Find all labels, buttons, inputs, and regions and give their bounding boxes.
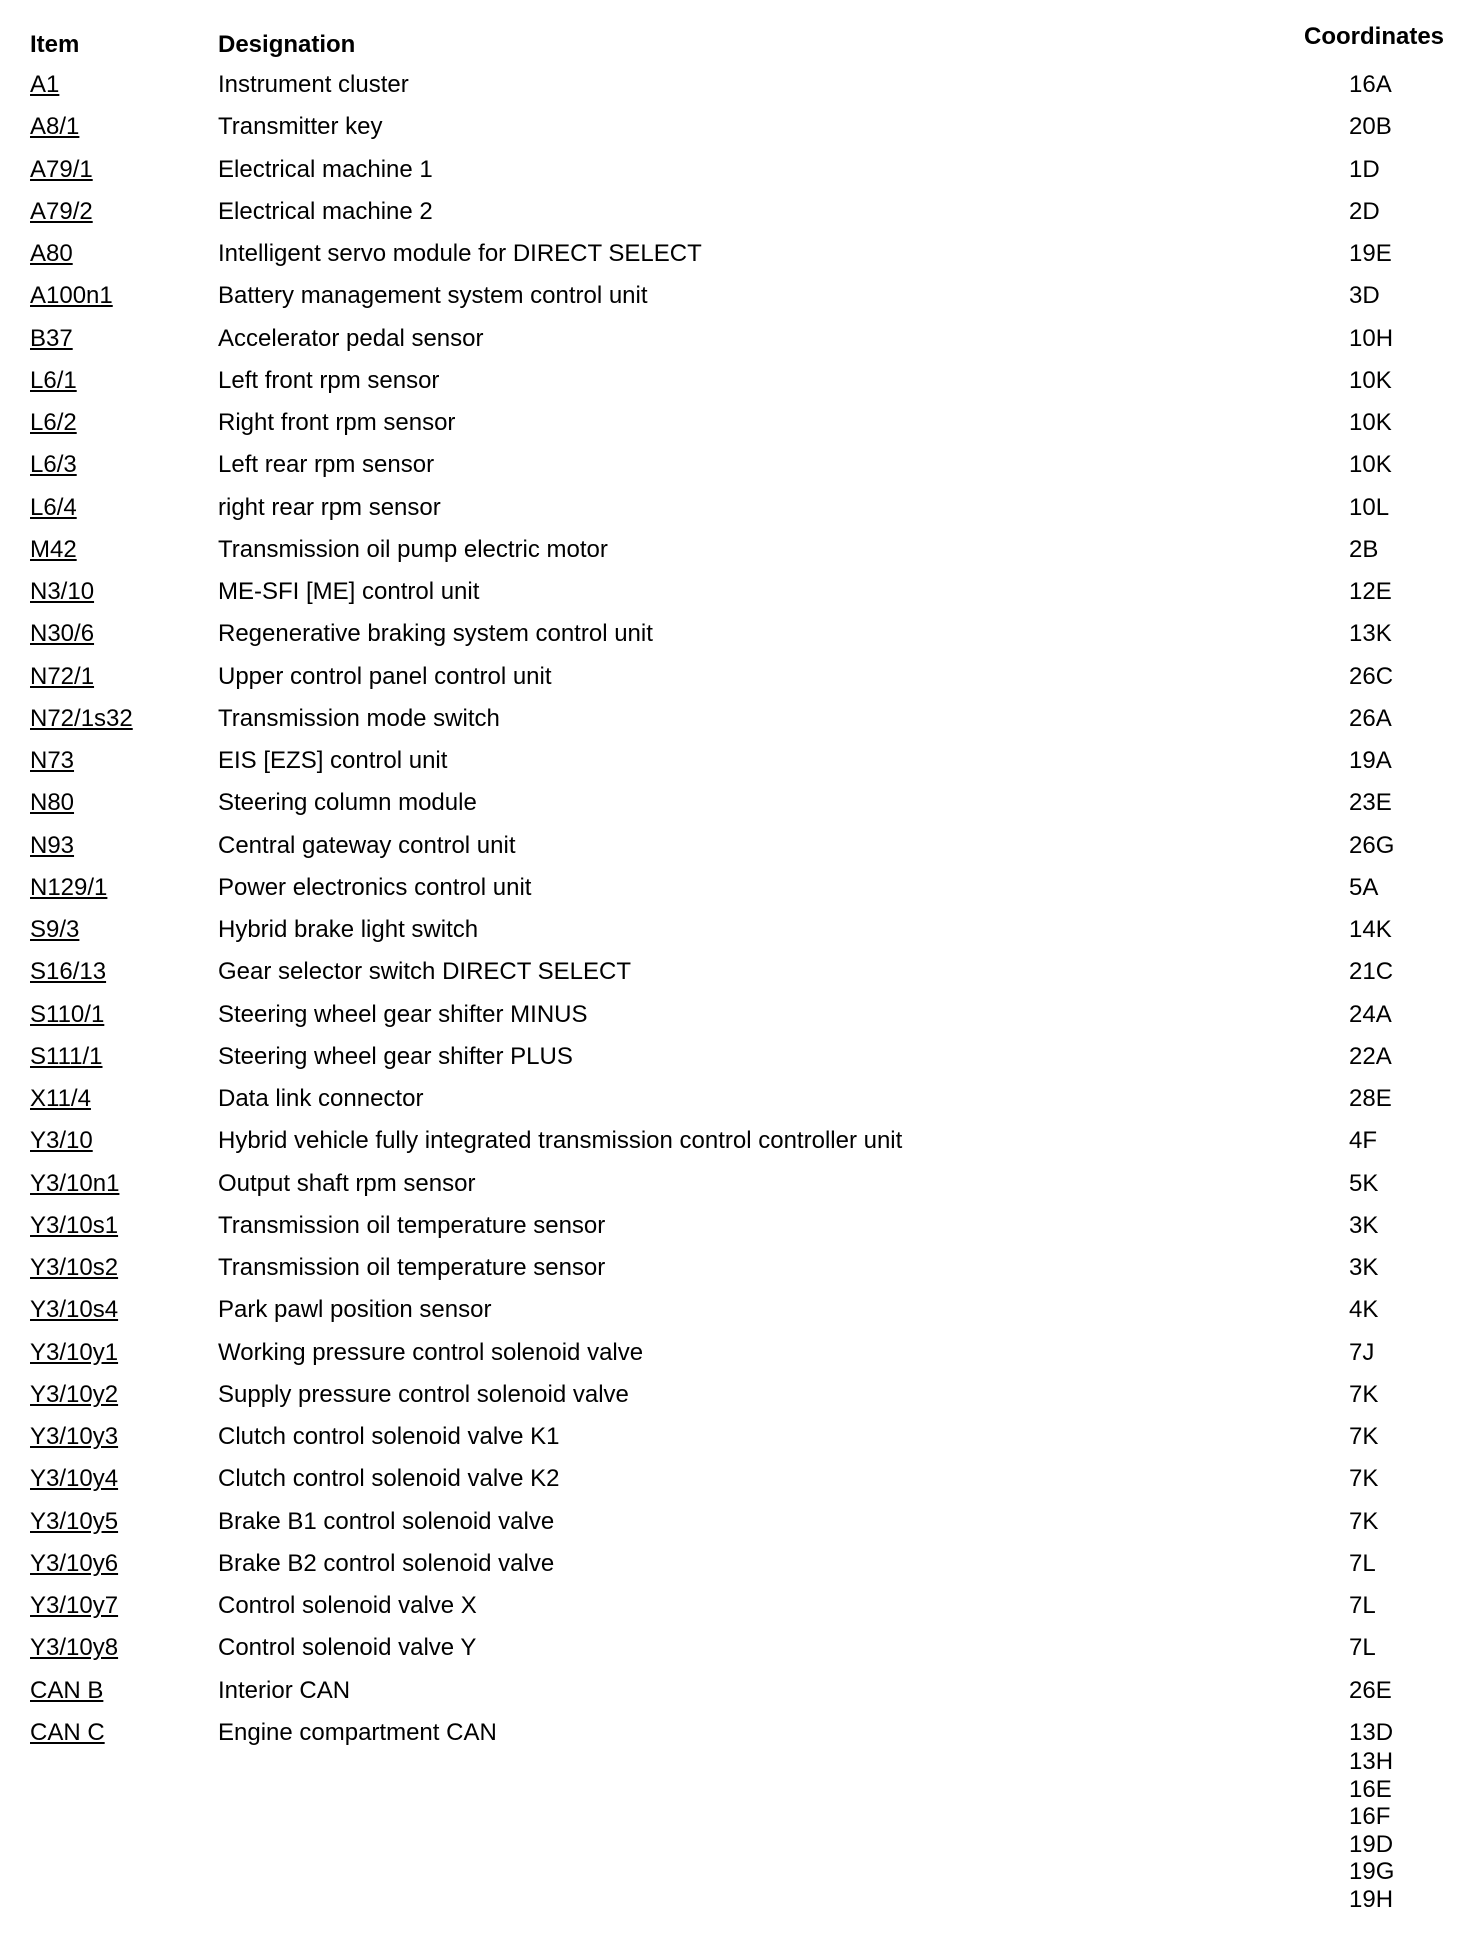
- designation-text: Electrical machine 1: [218, 155, 433, 183]
- item-link[interactable]: S16/13: [30, 958, 107, 986]
- designation-text: Power electronics control unit: [218, 873, 532, 901]
- item-link[interactable]: L6/2: [30, 409, 77, 436]
- designation-text: Electrical machine 2: [218, 197, 433, 225]
- item-link[interactable]: CAN C: [30, 1718, 105, 1746]
- item-link[interactable]: A79/2: [30, 197, 93, 225]
- item-link[interactable]: CAN B: [30, 1676, 104, 1704]
- coordinates-text: 5A: [1349, 873, 1379, 901]
- extra-coordinate: 19D: [1349, 1830, 1394, 1858]
- item-link[interactable]: S111/1: [30, 1042, 103, 1070]
- coordinates-text: 26A: [1349, 704, 1392, 732]
- table-row: [0, 1293, 1472, 1335]
- item-link[interactable]: A1: [30, 71, 60, 98]
- item-link[interactable]: A8/1: [30, 113, 80, 141]
- item-link[interactable]: Y3/10y1: [30, 1338, 119, 1366]
- table-row: [0, 322, 1472, 364]
- table-row: [0, 575, 1472, 617]
- item-link[interactable]: Y3/10y7: [30, 1592, 119, 1619]
- item-link[interactable]: B37: [30, 324, 73, 352]
- table-row: [0, 660, 1472, 702]
- coordinates-text: 2B: [1349, 535, 1379, 563]
- table-row: [0, 533, 1472, 575]
- item-link[interactable]: N30/6: [30, 620, 95, 648]
- coordinates-text: 21C: [1349, 958, 1394, 986]
- designation-text: Hybrid brake light switch: [218, 916, 479, 943]
- designation-text: Transmission oil temperature sensor: [218, 1211, 606, 1239]
- item-link[interactable]: Y3/10y2: [30, 1380, 119, 1408]
- designation-text: Control solenoid valve Y: [218, 1634, 477, 1662]
- designation-text: Transmission mode switch: [218, 704, 500, 732]
- designation-text: Gear selector switch DIRECT SELECT: [218, 958, 632, 986]
- coordinates-text: 10L: [1349, 493, 1390, 521]
- coordinates-text: 16A: [1349, 71, 1392, 98]
- coordinates-text: 10K: [1349, 409, 1392, 436]
- coordinates-text: 3K: [1349, 1211, 1379, 1239]
- item-link[interactable]: L6/4: [30, 493, 77, 521]
- table-row: [0, 1674, 1472, 1716]
- coordinates-text: 20B: [1349, 113, 1392, 141]
- coordinates-text: 26C: [1349, 662, 1394, 690]
- table-row: [0, 1378, 1472, 1420]
- table-row: [0, 68, 1472, 110]
- designation-text: Park pawl position sensor: [218, 1296, 492, 1324]
- designation-text: Data link connector: [218, 1085, 424, 1112]
- table-row: [0, 1082, 1472, 1124]
- item-link[interactable]: S110/1: [30, 1000, 105, 1028]
- table-row: [0, 1251, 1472, 1293]
- designation-text: Output shaft rpm sensor: [218, 1169, 476, 1197]
- table-row: [0, 1124, 1472, 1166]
- coordinates-text: 19A: [1349, 747, 1392, 774]
- designation-text: Upper control panel control unit: [218, 662, 552, 690]
- designation-text: Supply pressure control solenoid valve: [218, 1380, 629, 1408]
- item-link[interactable]: N93: [30, 831, 75, 859]
- table-row: [0, 279, 1472, 321]
- coordinates-text: 24A: [1349, 1000, 1392, 1028]
- coordinates-text: 2D: [1349, 197, 1380, 225]
- item-link[interactable]: Y3/10s2: [30, 1254, 119, 1281]
- designation-text: Left front rpm sensor: [218, 366, 440, 394]
- coordinates-text: 7L: [1349, 1592, 1376, 1619]
- item-link[interactable]: M42: [30, 535, 77, 563]
- designation-text: Regenerative braking system control unit: [218, 620, 653, 648]
- designation-text: Control solenoid valve X: [218, 1592, 477, 1619]
- item-link[interactable]: N3/10: [30, 578, 95, 605]
- coordinates-text: 7K: [1349, 1507, 1379, 1535]
- coordinates-text: 1D: [1349, 155, 1380, 183]
- coordinates-text: 14K: [1349, 916, 1392, 943]
- item-link[interactable]: L6/1: [30, 366, 77, 394]
- item-link[interactable]: Y3/10y4: [30, 1465, 119, 1493]
- coordinates-text: 26E: [1349, 1676, 1392, 1704]
- table-row: [0, 1631, 1472, 1673]
- table-row: [0, 1420, 1472, 1462]
- table-row: [0, 237, 1472, 279]
- designation-text: Battery management system control unit: [218, 282, 648, 310]
- header-coordinates: Coordinates: [1304, 23, 1445, 50]
- item-link[interactable]: Y3/10s1: [30, 1211, 119, 1239]
- table-row: [0, 744, 1472, 786]
- item-link[interactable]: Y3/10y3: [30, 1423, 119, 1450]
- item-link[interactable]: Y3/10y6: [30, 1549, 119, 1577]
- designation-text: Brake B2 control solenoid valve: [218, 1549, 555, 1577]
- item-link[interactable]: L6/3: [30, 451, 77, 479]
- coordinates-text: 3K: [1349, 1254, 1379, 1281]
- designation-text: Right front rpm sensor: [218, 409, 456, 436]
- table-body: [0, 68, 1472, 1758]
- coordinates-text: 13K: [1349, 620, 1392, 648]
- coordinates-text: 12E: [1349, 578, 1392, 605]
- extra-coordinate: 16E: [1349, 1775, 1392, 1803]
- coordinates-text: 7K: [1349, 1380, 1379, 1408]
- table-row: [0, 1167, 1472, 1209]
- table-row: [0, 1547, 1472, 1589]
- designation-text: EIS [EZS] control unit: [218, 747, 448, 774]
- item-link[interactable]: Y3/10s4: [30, 1296, 119, 1324]
- coordinates-text: 7L: [1349, 1634, 1376, 1662]
- table-row: [0, 1716, 1472, 1758]
- table-row: [0, 195, 1472, 237]
- table-row: [0, 702, 1472, 744]
- coordinates-text: 19E: [1349, 240, 1392, 267]
- designation-text: right rear rpm sensor: [218, 493, 441, 521]
- coordinates-text: 4K: [1349, 1296, 1379, 1324]
- designation-text: Instrument cluster: [218, 71, 409, 98]
- item-link[interactable]: Y3/10n1: [30, 1169, 120, 1197]
- table-row: [0, 364, 1472, 406]
- designation-text: Steering wheel gear shifter PLUS: [218, 1042, 573, 1070]
- designation-text: Left rear rpm sensor: [218, 451, 435, 479]
- table-row: [0, 913, 1472, 955]
- item-link[interactable]: Y3/10: [30, 1127, 93, 1155]
- table-row: [0, 1040, 1472, 1082]
- coordinates-text: 26G: [1349, 831, 1395, 859]
- designation-text: Transmitter key: [218, 113, 383, 141]
- designation-text: Working pressure control solenoid valve: [218, 1338, 644, 1366]
- table-row: [0, 955, 1472, 997]
- table-row: [0, 998, 1472, 1040]
- coordinates-text: 10K: [1349, 366, 1392, 394]
- designation-text: Intelligent servo module for DIRECT SELECT: [218, 240, 702, 267]
- table-row: [0, 829, 1472, 871]
- coordinates-text: 10H: [1349, 324, 1394, 352]
- designation-text: Central gateway control unit: [218, 831, 516, 859]
- item-link[interactable]: Y3/10y8: [30, 1634, 119, 1662]
- designation-text: Clutch control solenoid valve K1: [218, 1423, 560, 1450]
- extra-coordinate: 19H: [1349, 1885, 1394, 1913]
- item-link[interactable]: N73: [30, 747, 75, 774]
- coordinates-text: 7K: [1349, 1423, 1379, 1450]
- table-row: [0, 448, 1472, 490]
- table-row: [0, 1336, 1472, 1378]
- item-link[interactable]: N80: [30, 789, 75, 817]
- table-row: [0, 406, 1472, 448]
- extra-coordinate: 19G: [1349, 1858, 1395, 1885]
- table-row: [0, 617, 1472, 659]
- item-link[interactable]: N72/1s32: [30, 704, 133, 732]
- designation-text: Engine compartment CAN: [218, 1718, 497, 1746]
- item-link[interactable]: A80: [30, 240, 73, 267]
- coordinates-text: 23E: [1349, 789, 1392, 817]
- extra-coordinate: 16F: [1349, 1803, 1391, 1830]
- designation-text: Steering column module: [218, 789, 477, 817]
- coordinates-text: 5K: [1349, 1169, 1379, 1197]
- table-row: [0, 1505, 1472, 1547]
- header-designation: Designation: [218, 31, 356, 58]
- extra-coordinate: 13H: [1349, 1748, 1394, 1775]
- item-link[interactable]: N129/1: [30, 873, 108, 901]
- designation-text: Hybrid vehicle fully integrated transmission control controller unit: [218, 1127, 903, 1155]
- designation-text: ME-SFI [ME] control unit: [218, 578, 480, 605]
- can-c-extra-coordinates: [1349, 1748, 1394, 1913]
- coordinates-text: 4F: [1349, 1127, 1378, 1155]
- designation-text: Transmission oil temperature sensor: [218, 1254, 606, 1281]
- designation-text: Interior CAN: [218, 1676, 351, 1704]
- coordinates-text: 7K: [1349, 1465, 1379, 1493]
- item-link[interactable]: S9/3: [30, 916, 80, 943]
- table-row: [0, 1209, 1472, 1251]
- designation-text: Clutch control solenoid valve K2: [218, 1465, 560, 1493]
- item-link[interactable]: X11/4: [30, 1085, 91, 1112]
- designation-text: Steering wheel gear shifter MINUS: [218, 1000, 588, 1028]
- item-link[interactable]: N72/1: [30, 662, 95, 690]
- item-link[interactable]: Y3/10y5: [30, 1507, 119, 1535]
- header-item: Item: [30, 31, 80, 58]
- table-row: [0, 110, 1472, 152]
- item-link[interactable]: A79/1: [30, 155, 93, 183]
- coordinates-text: 3D: [1349, 282, 1380, 310]
- designation-text: Brake B1 control solenoid valve: [218, 1507, 555, 1535]
- table-row: [0, 871, 1472, 913]
- table-row: [0, 491, 1472, 533]
- coordinates-text: 7J: [1349, 1338, 1375, 1366]
- coordinates-text: 13D: [1349, 1718, 1394, 1746]
- coordinates-text: 10K: [1349, 451, 1392, 479]
- designation-text: Transmission oil pump electric motor: [218, 535, 608, 563]
- item-link[interactable]: A100n1: [30, 282, 113, 310]
- table-row: [0, 1589, 1472, 1631]
- coordinates-text: 28E: [1349, 1085, 1392, 1112]
- coordinates-text: 7L: [1349, 1549, 1376, 1577]
- coordinates-text: 22A: [1349, 1042, 1392, 1070]
- designation-text: Accelerator pedal sensor: [218, 324, 484, 352]
- table-row: [0, 786, 1472, 828]
- table-row: [0, 1462, 1472, 1504]
- table-row: [0, 153, 1472, 195]
